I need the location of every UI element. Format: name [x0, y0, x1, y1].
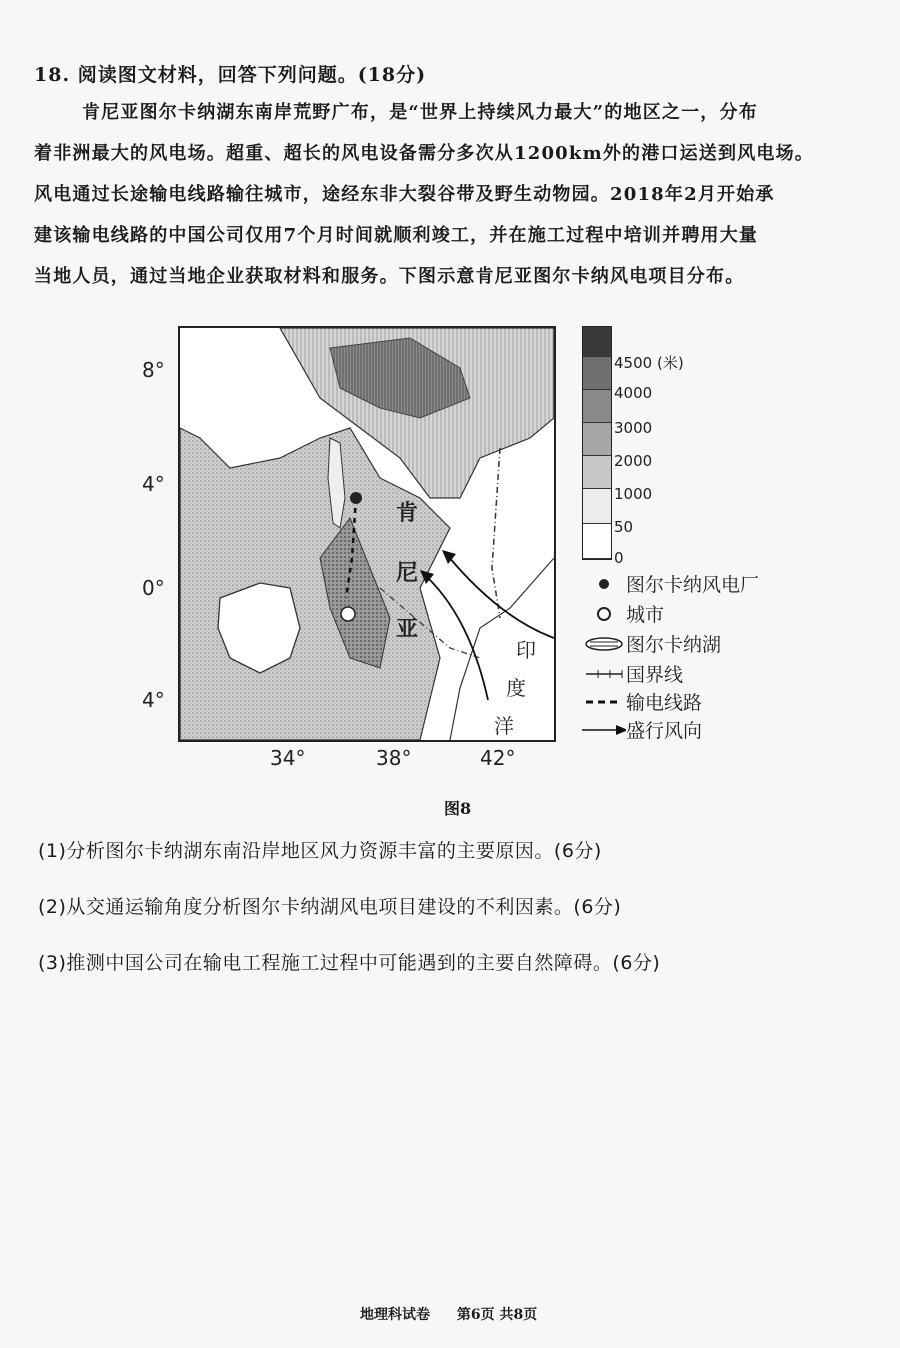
- wind-arrow: [426, 576, 488, 700]
- footer-page-number: 第6页 共8页: [456, 1307, 538, 1323]
- elevation-label: 4500 (米): [614, 354, 684, 372]
- question-title-text: 阅读图文材料，回答下列问题。(18分): [77, 64, 427, 86]
- legend-item-border: 国界线: [582, 660, 683, 687]
- elevation-label: 50: [614, 518, 634, 536]
- sub-question-1: (1)分析图尔卡纳湖东南沿岸地区风力资源丰富的主要原因。(6分): [38, 840, 602, 862]
- wind-farm-marker: [350, 492, 362, 504]
- elevation-unit: (米): [656, 354, 684, 372]
- elevation-label: 1000: [614, 485, 653, 503]
- figure-8: [130, 320, 790, 800]
- wind-farm-dot-icon: [582, 577, 626, 591]
- elevation-label: 2000: [614, 452, 653, 470]
- border-line: [492, 448, 500, 618]
- legend-item-power-line: 输电线路: [582, 688, 702, 715]
- elevation-label: 0: [614, 549, 624, 567]
- wind-arrow-icon: [582, 724, 626, 736]
- city-circle-icon: [582, 606, 626, 622]
- lon-label-34: 34°: [270, 746, 306, 770]
- material-line: 建该输电线路的中国公司仅用7个月时间就顺利竣工，并在施工过程中培训并聘用大量: [34, 225, 759, 246]
- footer-subject: 地理科试卷: [360, 1307, 430, 1323]
- page-footer: [360, 1304, 559, 1324]
- elevation-band: [583, 489, 611, 524]
- lat-label-0: 0°: [142, 576, 165, 600]
- sub-question-3: (3)推测中国公司在输电工程施工过程中可能遇到的主要自然障碍。(6分): [38, 952, 661, 974]
- elevation-legend-bar: [582, 326, 612, 560]
- power-line-dashed-icon: [582, 697, 626, 707]
- legend-item-wind-farm: 图尔卡纳风电厂: [582, 570, 759, 597]
- ocean-label-char: 度: [506, 676, 526, 700]
- legend-item-lake: 图尔卡纳湖: [582, 630, 721, 657]
- ocean-label-char: 洋: [494, 714, 514, 738]
- material-line: 着非洲最大的风电场。超重、超长的风电设备需分多次从1200km外的港口运送到风电场。: [34, 143, 815, 164]
- lake-icon: [582, 636, 626, 652]
- sub-question-2: (2)从交通运输角度分析图尔卡纳湖风电项目建设的不利因素。(6分): [38, 896, 622, 918]
- elevation-band: [583, 524, 611, 559]
- question-number: 18.: [34, 64, 71, 86]
- material-paragraph: [34, 92, 864, 297]
- elevation-band: [583, 357, 611, 390]
- material-line: 风电通过长途输电线路输往城市，途经东非大裂谷带及野生动物园。2018年2月开始承: [34, 184, 775, 205]
- elevation-band: [583, 456, 611, 489]
- lat-label-8n: 8°: [142, 358, 165, 382]
- lat-label-4n: 4°: [142, 472, 165, 496]
- legend-item-wind-direction: 盛行风向: [582, 716, 702, 743]
- wind-arrow: [448, 556, 554, 638]
- country-label-char: 亚: [396, 617, 419, 642]
- elevation-band: [583, 423, 611, 456]
- ocean-label-char: 印: [516, 638, 536, 662]
- material-line: 当地人员，通过当地企业获取材料和服务。下图示意肯尼亚图尔卡纳风电项目分布。: [34, 266, 745, 287]
- lat-label-4s: 4°: [142, 688, 165, 712]
- country-label-char: 尼: [396, 561, 419, 586]
- city-marker: [341, 607, 355, 621]
- country-label-char: 肯: [396, 501, 419, 526]
- elevation-band: [583, 327, 611, 357]
- question-title: [34, 60, 426, 87]
- elevation-label: 4000: [614, 384, 653, 402]
- elevation-label: 3000: [614, 419, 653, 437]
- elevation-band: [583, 390, 611, 423]
- lon-label-38: 38°: [376, 746, 412, 770]
- border-line-icon: [582, 667, 626, 681]
- material-line: 肯尼亚图尔卡纳湖东南岸荒野广布，是“世界上持续风力最大”的地区之一，分布: [82, 102, 758, 123]
- map-svg: [180, 328, 554, 740]
- map: [178, 326, 556, 742]
- lon-label-42: 42°: [480, 746, 516, 770]
- figure-caption: 图8: [444, 799, 472, 818]
- legend-item-city: 城市: [582, 600, 664, 627]
